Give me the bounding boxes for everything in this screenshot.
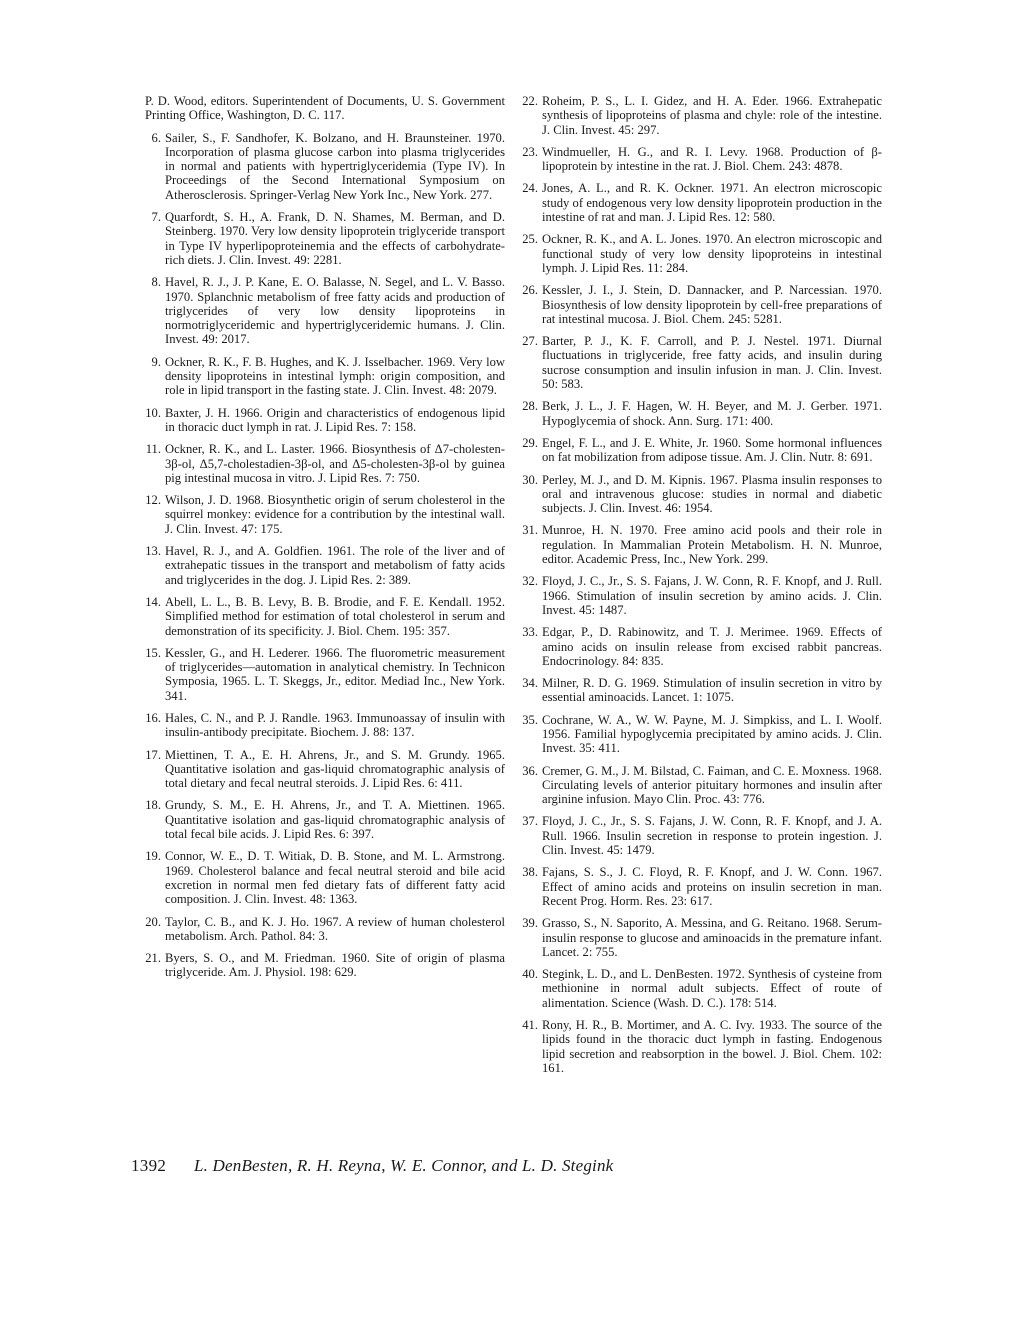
reference-text: Byers, S. O., and M. Friedman. 1960. Site of origin of plasma triglyceride. Am. J. Physiol. 198: 629. [165,951,505,980]
reference-number: 39. [522,916,538,931]
reference-text: Floyd, J. C., Jr., S. S. Fajans, J. W. Conn, R. F. Knopf, and J. Rull. 1966. Stimulation of insulin secretion by amino acids. J. Clin. Invest. 45: 1487. [542,574,882,617]
reference-item [145,748,505,791]
reference-text: Fajans, S. S., J. C. Floyd, R. F. Knopf, and J. W. Conn. 1967. Effect of amino acids and proteins on insulin secretion in man. Recent Prog. Horm. Res. 23: 617. [542,865,882,908]
reference-number: 29. [522,435,538,450]
reference-item [522,967,882,1010]
reference-item [522,814,882,857]
reference-text: Floyd, J. C., Jr., S. S. Fajans, J. W. Conn, R. F. Knopf, and J. A. Rull. 1966. Insulin secretion in response to protein ingestion. J. Clin. Invest. 45: 1479. [542,814,882,858]
reference-text: Quarfordt, S. H., A. Frank, D. N. Shames, M. Berman, and D. Steinberg. 1970. Very low density lipoprotein triglyceride transport in Type IV hyperlipoproteinemia and the effects of carbohydrate-rich diets. J. Clin. Invest. 49: 2281. [165,210,505,267]
reference-number: 10. [145,405,161,420]
reference-number: 30. [522,472,538,487]
reference-number: 38. [522,865,538,880]
reference-item [522,145,882,174]
reference-item [145,131,505,202]
reference-text: Windmueller, H. G., and R. I. Levy. 1968. Production of β-lipoprotein by intestine in the rat. J. Biol. Chem. 243: 4878. [542,144,882,174]
reference-item [522,181,882,224]
reference-item [145,406,505,435]
reference-number: 15. [145,645,161,660]
page-number: 1392 [131,1156,167,1175]
reference-item [522,334,882,391]
reference-text: Havel, R. J., J. P. Kane, E. O. Balasse, N. Segel, and L. V. Basso. 1970. Splanchnic metabolism of free fatty acids and production of triglycerides of very low density lipoproteins in normotriglyceridemic and hypertriglyceridemic humans. J. Clin. Invest. 49: 2017. [165,275,505,347]
reference-number: 24. [522,181,538,196]
reference-text: Ockner, R. K., F. B. Hughes, and K. J. Isselbacher. 1969. Very low density lipoproteins in intestinal lymph: origin composition, and role in lipid transport in the fasting state. J. Clin. Invest. 48: 2079. [165,354,505,398]
reference-number: 25. [522,232,538,247]
reference-item [522,436,882,465]
reference-item [145,275,505,346]
reference-text: Hales, C. N., and P. J. Randle. 1963. Immunoassay of insulin with insulin-antibody precipitate. Biochem. J. 88: 137. [165,710,505,740]
reference-number: 31. [522,523,538,538]
reference-text: Abell, L. L., B. B. Levy, B. B. Brodie, and F. E. Kendall. 1952. Simplified method for estimation of total cholesterol in serum and demonstration of its specificity. J. Biol. Chem. 195: 357. [165,594,505,638]
reference-text: Jones, A. L., and R. K. Ockner. 1971. An electron microscopic study of endogenous very low density lipoprotein production in the intestine of rat and man. J. Lipid Res. 12: 580. [542,181,882,225]
reference-text: Ockner, R. K., and L. Laster. 1966. Biosynthesis of Δ7-cholesten-3β-ol, Δ5,7-cholestadien-3β-ol, and Δ5-cholesten-3β-ol by guinea pig intestinal mucosa in vitro. J. Lipid Res. 7: 750. [165,442,505,485]
reference-text: Baxter, J. H. 1966. Origin and characteristics of endogenous lipid in thoracic duct lymph in rat. J. Lipid Res. 7: 158. [165,405,505,434]
reference-text: Rony, H. R., B. Mortimer, and A. C. Ivy. 1933. The source of the lipids found in the thoracic duct lymph in fasting. Endogenous lipid secretion and reabsorption in the bowel. J. Biol. Chem. 102: 161. [542,1018,882,1075]
reference-number: 7. [151,210,161,225]
right-reference-column [522,94,882,1083]
reference-text: Cremer, G. M., J. M. Bilstad, C. Faiman, and C. E. Moxness. 1968. Circulating levels of anterior pituitary hormones and insulin after arginine infusion. Mayo Clin. Proc. 43: 776. [542,763,882,807]
reference-item [145,442,505,485]
reference-item [145,711,505,740]
reference-text: Barter, P. J., K. F. Carroll, and P. J. Nestel. 1971. Diurnal fluctuations in triglyceride, free fatty acids, and insulin during sucrose consumption and insulin infusion in man. J. Clin. Invest. 50: 583. [542,334,882,392]
reference-number: 17. [145,747,161,762]
reference-item [145,355,505,398]
reference-item [522,232,882,275]
reference-number: 40. [522,967,538,982]
reference-text: Havel, R. J., and A. Goldfien. 1961. The role of the liver and of extrahepatic tissues in the transport and metabolism of fatty acids and triglycerides in the dog. J. Lipid Res. 2: 389. [165,544,505,587]
reference-item [522,574,882,617]
reference-number: 35. [522,712,538,727]
reference-text: Munroe, H. N. 1970. Free amino acid pools and their role in regulation. In Mammalian Protein Metabolism. H. N. Munroe, editor. Academic Press, Inc., New York. 299. [542,523,882,567]
reference-item [522,523,882,566]
reference-text: Stegink, L. D., and L. DenBesten. 1972. Synthesis of cysteine from methionine in normal adult subjects. Effect of route of alimentation. Science (Wash. D. C.). 178: 514. [542,967,882,1010]
reference-text: Edgar, P., D. Rabinowitz, and T. J. Merimee. 1969. Effects of amino acids on insulin release from excised rabbit pancreas. Endocrinology. 84: 835. [542,625,882,668]
reference-number: 33. [522,625,538,640]
reference-item [522,473,882,516]
reference-item [522,1018,882,1075]
reference-item [522,676,882,705]
reference-number: 6. [151,130,161,145]
reference-text: Perley, M. J., and D. M. Kipnis. 1967. Plasma insulin responses to oral and intravenous glucose: studies in normal and diabetic subjects. J. Clin. Invest. 46: 1954. [542,472,882,516]
reference-text: Grundy, S. M., E. H. Ahrens, Jr., and T. A. Miettinen. 1965. Quantitative isolation and gas-liquid chromatographic analysis of total fecal bile acids. J. Lipid Res. 6: 397. [165,798,505,842]
reference-text: Engel, F. L., and J. E. White, Jr. 1960. Some hormonal influences on fat mobilization from adipose tissue. Am. J. Clin. Nutr. 8: 691. [542,435,882,465]
reference-number: 19. [145,849,161,864]
right-reference-list [522,94,882,1075]
reference-number: 22. [522,94,538,108]
reference-text: Connor, W. E., D. T. Witiak, D. B. Stone, and M. L. Armstrong. 1969. Cholesterol balance and fecal neutral steroid and bile acid excretion in normal men fed dietary fats of different fatty acid composition. J. Clin. Invest. 48: 1363. [165,849,505,907]
reference-text: Kessler, J. I., J. Stein, D. Dannacker, and P. Narcessian. 1970. Biosynthesis of low density lipoprotein by cell-free preparations of rat intestinal mucosa. J. Biol. Chem. 245: 5281. [542,283,882,326]
reference-text: Berk, J. L., J. F. Hagen, W. H. Beyer, and M. J. Gerber. 1971. Hypoglycemia of shock. Ann. Surg. 171: 400. [542,399,882,428]
reference-item [522,865,882,908]
reference-number: 12. [145,493,161,508]
reference-text: Roheim, P. S., L. I. Gidez, and H. A. Eder. 1966. Extrahepatic synthesis of lipoproteins of plasma and chyle: role of the intestine. J. Clin. Invest. 45: 297. [542,94,882,137]
left-reference-column [145,94,505,988]
reference-item [145,849,505,906]
reference-text: Wilson, J. D. 1968. Biosynthetic origin of serum cholesterol in the squirrel monkey: evidence for a contribution by the intestinal wall. J. Clin. Invest. 47: 175. [165,493,505,536]
reference-text: Grasso, S., N. Saporito, A. Messina, and G. Reitano. 1968. Serum-insulin response to glucose and aminoacids in the premature infant. Lancet. 2: 755. [542,916,882,959]
reference-item [145,595,505,638]
page-footer [131,1156,911,1182]
reference-item [522,916,882,959]
reference-text: Miettinen, T. A., E. H. Ahrens, Jr., and S. M. Grundy. 1965. Quantitative isolation and gas-liquid chromatographic analysis of total dietary and fecal neutral steroids. J. Lipid Res. 6: 411. [165,747,505,791]
reference-number: 20. [145,914,161,929]
reference-item [522,625,882,668]
reference-number: 28. [522,399,538,414]
reference-text: Taylor, C. B., and K. J. Ho. 1967. A review of human cholesterol metabolism. Arch. Pathol. 84: 3. [165,914,505,943]
reference-number: 41. [522,1018,538,1033]
reference-number: 14. [145,594,161,609]
reference-item [145,915,505,944]
left-reference-list [145,131,505,980]
reference-number: 18. [145,798,161,813]
reference-item [522,713,882,756]
reference-item [522,283,882,326]
reference-number: 27. [522,334,538,349]
reference-number: 21. [145,951,161,966]
reference-item [522,764,882,807]
reference-text: Cochrane, W. A., W. W. Payne, M. J. Simpkiss, and L. I. Woolf. 1956. Familial hypoglycemia precipitated by amino acids. J. Clin. Invest. 35: 411. [542,712,882,756]
reference-text: P. D. Wood, editors. Superintendent of Documents, U. S. Government Printing Office, Washington, D. C. 117. [145,94,505,123]
reference-number: 8. [151,275,161,290]
reference-item [145,951,505,980]
reference-number: 13. [145,544,161,559]
reference-number: 37. [522,814,538,829]
reference-continuation [145,94,505,123]
reference-item [145,646,505,703]
reference-number: 32. [522,574,538,589]
reference-item [145,798,505,841]
reference-item [522,399,882,428]
reference-number: 36. [522,763,538,778]
reference-item [145,493,505,536]
running-head-authors: L. DenBesten, R. H. Reyna, W. E. Connor, and L. D. Stegink [194,1156,614,1175]
reference-number: 34. [522,676,538,691]
reference-number: 9. [151,354,161,369]
reference-number: 23. [522,144,538,159]
reference-number: 26. [522,283,538,298]
reference-number: 16. [145,710,161,725]
reference-text: Milner, R. D. G. 1969. Stimulation of insulin secretion in vitro by essential aminoacids. Lancet. 1: 1075. [542,676,882,705]
reference-number: 11. [145,442,161,457]
reference-text: Sailer, S., F. Sandhofer, K. Bolzano, and H. Braunsteiner. 1970. Incorporation of plasma glucose carbon into plasma triglycerides in normal and patients with hypertriglyceridemia (Type IV). In Proceedings of the Second International Symposium on Atherosclerosis. Springer-Verlag New York Inc., New York. 277. [165,130,505,202]
reference-text: Kessler, G., and H. Lederer. 1966. The fluorometric measurement of triglycerides—automation in analytical chemistry. In Technicon Symposia, 1965. L. T. Skeggs, Jr., editor. Mediad Inc., New York. 341. [165,645,505,703]
reference-item [145,210,505,267]
reference-item [522,94,882,137]
reference-item [145,544,505,587]
reference-text: Ockner, R. K., and A. L. Jones. 1970. An electron microscopic and functional study of very low density lipoproteins in intestinal lymph. J. Lipid Res. 11: 284. [542,232,882,275]
